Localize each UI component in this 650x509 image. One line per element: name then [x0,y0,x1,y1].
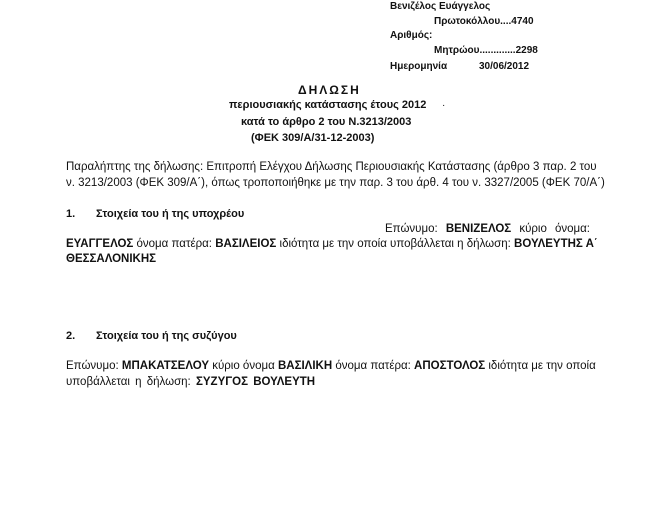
firstname-label: κύριο όνομα: [519,223,590,235]
spouse-firstname-value: ΒΑΣΙΛΙΚΗ [277,360,333,372]
father-value: ΒΑΣΙΛΕΙΟΣ [215,238,277,250]
surname-value: ΒΕΝΙΖΕΛΟΣ [445,223,512,235]
section-2-detail-line [66,360,596,372]
spouse-capacity-label-2: υποβάλλεται η δήλωση: [66,376,191,388]
section-2-capacity-line [66,376,315,388]
declarant-name: Βενιζέλος Ευάγγελος [390,1,491,12]
spouse-father-label: όνομα πατέρα: [335,360,411,372]
section-2-title: Στοιχεία του ή της συζύγου [96,330,237,342]
date-label: Ημερομηνία [390,61,448,72]
capacity-value: ΒΟΥΛΕΥΤΗΣ Α΄ [514,238,598,250]
protocol-label: Πρωτοκόλλου.... [434,16,512,27]
date-value: 30/06/2012 [479,61,530,72]
section-1-detail-line [66,238,598,250]
title-line-3: (ΦΕΚ 309/Α/31-12-2003) [251,132,375,144]
scan-speck: · [442,100,446,111]
spouse-capacity-value: ΣΥΖΥΓΟΣ ΒΟΥΛΕΥΤΗ [195,376,316,388]
section-1-surname-line [385,223,590,235]
protocol-line [434,16,534,27]
document-title: ΔΗΛΩΣΗ [298,83,361,97]
spouse-father-value: ΑΠΟΣΤΟΛΟΣ [414,360,486,372]
registry-label: Μητρώου............. [434,45,516,56]
registry-number: 2298 [515,45,538,56]
spouse-firstname-label: κύριο όνομα [212,360,275,372]
capacity-label: ιδιότητα με την οποία υποβάλλεται η δήλωση: [279,238,511,250]
spouse-capacity-label-1: ιδιότητα με την οποία [488,360,596,372]
registry-line [434,45,538,56]
spouse-surname-label: Επώνυμο: [66,360,119,372]
title-line-2: κατά το άρθρο 2 του Ν.3213/2003 [241,116,412,128]
firstname-value: ΕΥΑΓΓΕΛΟΣ [66,238,134,250]
recipient-line-2: ν. 3213/2003 (ΦΕΚ 309/Α΄), όπως τροποποιήθηκε με την παρ. 3 του άρθ. 4 του ν. 3327/2005 (ΦΕΚ 70/Α΄) [66,177,605,189]
surname-label: Επώνυμο: [385,223,438,235]
section-1-number: 1. [66,208,76,220]
section-2-number: 2. [66,330,76,342]
spouse-surname-value: ΜΠΑΚΑΤΣΕΛΟΥ [121,360,209,372]
capacity-continuation: ΘΕΣΣΑΛΟΝΙΚΗΣ [66,253,157,265]
title-line-1: περιουσιακής κατάστασης έτους 2012 [229,99,427,111]
father-label: όνομα πατέρα: [136,238,213,250]
protocol-number: 4740 [511,16,534,27]
section-1-title: Στοιχεία του ή της υποχρέου [96,208,245,220]
number-label: Αριθμός: [390,30,433,41]
recipient-line-1: Παραλήπτης της δήλωσης: Επιτροπή Ελέγχου Δήλωσης Περιουσιακής Κατάστασης (άρθρο 3 παρ. 2 του [66,161,597,173]
